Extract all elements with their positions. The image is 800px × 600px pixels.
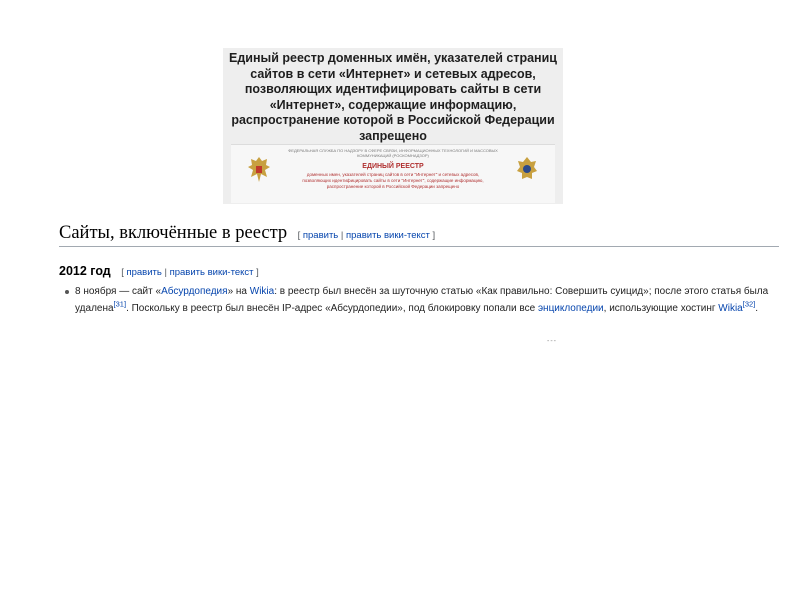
registry-banner-image: [231, 144, 555, 203]
edit-bracket-close: ]: [256, 267, 259, 278]
section-heading: [59, 223, 779, 247]
edit-wikitext-link[interactable]: править вики-текст: [169, 267, 254, 278]
edit-bracket-open: [: [297, 230, 303, 241]
banner-text: доменных имен, указателей страниц сайтов в сети "Интернет" и сетевых адресов, позволяющих идентифицировать сайты в сети "Интернет", содержащие информацию, распространение которой в Российской Федерации запрещено: [302, 172, 484, 189]
section-title: Сайты, включённые в реестр: [59, 223, 288, 243]
banner-agency-text: ФЕДЕРАЛЬНАЯ СЛУЖБА ПО НАДЗОРУ В СФЕРЕ СВЯЗИ, ИНФОРМАЦИОННЫХ ТЕХНОЛОГИЙ И МАССОВЫХ КОММУНИКАЦИЙ (РОСКОМНАДЗОР): [288, 148, 498, 158]
reference-32-link[interactable]: [32]: [742, 299, 756, 309]
edit-bracket-close: ]: [432, 230, 436, 241]
entry-text: : в реестр был внесён за шуточную статью «Как правильно: Совершить суицид»; после этого статья была удалена: [75, 286, 769, 314]
edit-bracket-open: [: [121, 267, 127, 278]
bullet-icon: [65, 290, 69, 294]
edit-separator: |: [164, 267, 170, 278]
banner-title: ЕДИНЫЙ РЕЕСТР: [362, 163, 424, 170]
entry-text: 8 ноября — сайт «: [75, 286, 162, 297]
entry-text: . Поскольку в реестр был внесён IP-адрес «Абсурдопедии», под блокировку попали все: [126, 303, 538, 314]
absurdopedia-link[interactable]: Абсурдопедия: [161, 286, 228, 297]
entry-text: .: [755, 303, 759, 314]
reference-31-link[interactable]: [31]: [113, 299, 127, 309]
edit-separator: |: [340, 230, 346, 241]
subsection-title: 2012 год: [59, 264, 111, 278]
stray-mark: ---: [547, 338, 557, 345]
edit-wikitext-link[interactable]: править вики-текст: [346, 230, 430, 241]
edit-link[interactable]: править: [126, 267, 162, 278]
roskomnadzor-emblem-icon: [515, 155, 539, 185]
registry-figure: [223, 48, 563, 204]
figure-caption: Единый реестр доменных имён, указателей страниц сайтов в сети «Интернет» и сетевых адресов, позволяющих идентифицировать сайты в сети «Интернет», содержащие информацию, распространение которой в Российской Федерации запрещено: [229, 51, 557, 143]
subsection-edit-links: [121, 267, 259, 278]
list-item: [75, 283, 775, 317]
encyclopedias-link[interactable]: энциклопедии: [537, 303, 604, 314]
wikia-link[interactable]: Wikia: [718, 303, 743, 314]
russian-emblem-icon: [247, 155, 271, 185]
subsection-heading: [59, 262, 259, 280]
section-edit-links: [298, 230, 436, 241]
entry-text: , использующие хостинг: [603, 303, 719, 314]
wikia-link[interactable]: Wikia: [249, 286, 275, 297]
entry-text: » на: [227, 286, 250, 297]
edit-link[interactable]: править: [302, 230, 339, 241]
